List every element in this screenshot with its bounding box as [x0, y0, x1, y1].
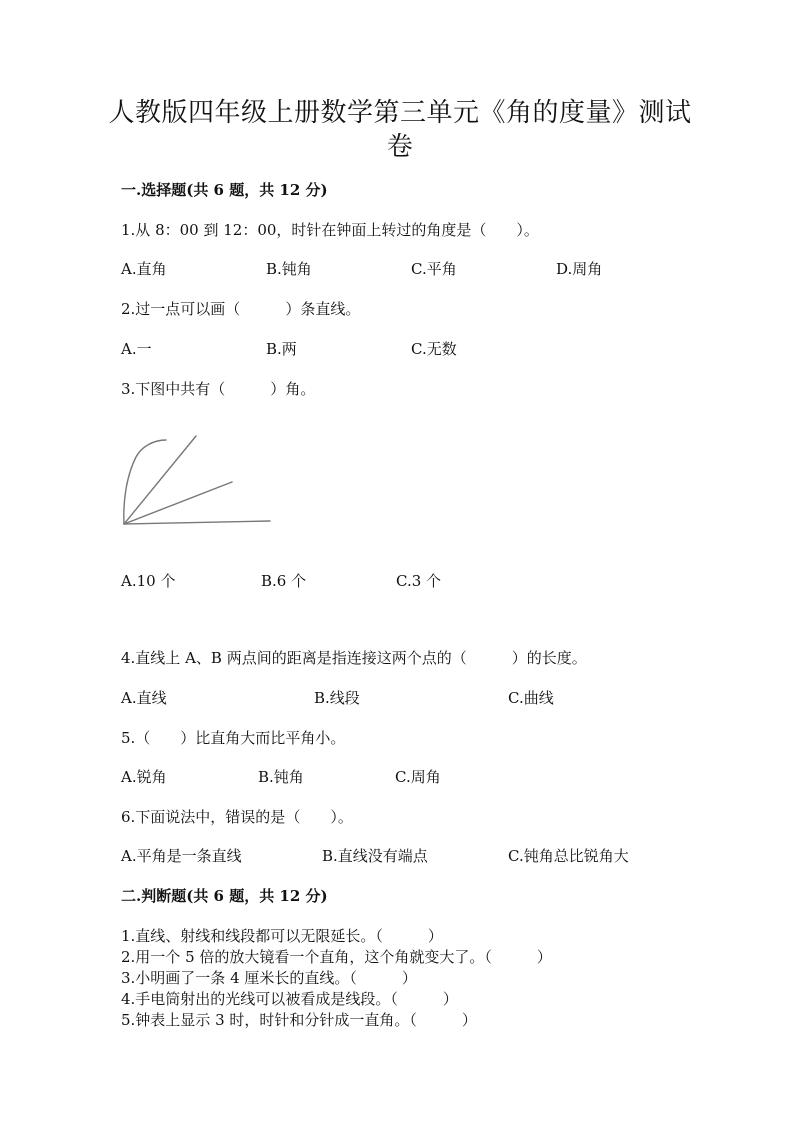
question-4-stem: 4.直线上 A、B 两点间的距离是指连接这两个点的（ ）的长度。 — [121, 649, 587, 667]
question-1-option-c: C.平角 — [411, 260, 457, 278]
question-4-option-b: B.线段 — [314, 689, 360, 707]
section-heading-choice: 一.选择题(共 6 题，共 12 分) — [121, 181, 328, 199]
question-1-option-d: D.周角 — [556, 260, 603, 278]
middle-ray — [124, 482, 232, 524]
question-6-option-c: C.钝角总比锐角大 — [508, 847, 629, 865]
question-5-option-b: B.钝角 — [258, 768, 304, 786]
curved-ray — [124, 440, 166, 524]
page-title — [100, 96, 700, 164]
question-5-stem: 5.（ ）比直角大而比平角小。 — [121, 729, 346, 747]
question-3-stem: 3.下图中共有（ ）角。 — [121, 380, 316, 398]
question-3-option-b: B.6 个 — [261, 572, 307, 590]
question-3-option-a: A.10 个 — [121, 572, 176, 590]
question-5-option-c: C.周角 — [395, 768, 441, 786]
question-6-stem: 6.下面说法中，错误的是（ ）。 — [121, 808, 353, 826]
judgement-item-4: 4.手电筒射出的光线可以被看成是线段。（ ） — [121, 990, 458, 1008]
judgement-item-2: 2.用一个 5 倍的放大镜看一个直角，这个角就变大了。（ ） — [121, 948, 552, 966]
question-1-stem: 1.从 8：00 到 12：00，时针在钟面上转过的角度是（ ）。 — [121, 221, 539, 239]
judgement-item-3: 3.小明画了一条 4 厘米长的直线。（ ） — [121, 969, 417, 987]
question-6-option-a: A.平角是一条直线 — [121, 847, 242, 865]
question-2-stem: 2.过一点可以画（ ）条直线。 — [121, 300, 361, 318]
question-1-option-a: A.直角 — [121, 260, 167, 278]
question-2-option-b: B.两 — [266, 340, 297, 358]
question-2-option-c: C.无数 — [411, 340, 457, 358]
question-5-option-a: A.锐角 — [121, 768, 167, 786]
judgement-item-5: 5.钟表上显示 3 时，时针和分针成一直角。（ ） — [121, 1011, 477, 1029]
judgement-item-1: 1.直线、射线和线段都可以无限延长。（ ） — [121, 927, 443, 945]
title-line-2: 卷 — [386, 132, 414, 162]
flat-ray — [124, 521, 270, 524]
steep-ray — [124, 436, 196, 524]
title-line-1: 人教版四年级上册数学第三单元《角的度量》测试 — [108, 98, 692, 128]
question-4-option-a: A.直线 — [121, 689, 167, 707]
question-3-option-c: C.3 个 — [396, 572, 442, 590]
question-6-option-b: B.直线没有端点 — [322, 847, 428, 865]
angle-rays-figure — [118, 432, 278, 532]
question-4-option-c: C.曲线 — [508, 689, 554, 707]
question-2-option-a: A.一 — [121, 340, 152, 358]
question-1-option-b: B.钝角 — [266, 260, 312, 278]
section-heading-judgement: 二.判断题(共 6 题，共 12 分) — [121, 887, 328, 905]
